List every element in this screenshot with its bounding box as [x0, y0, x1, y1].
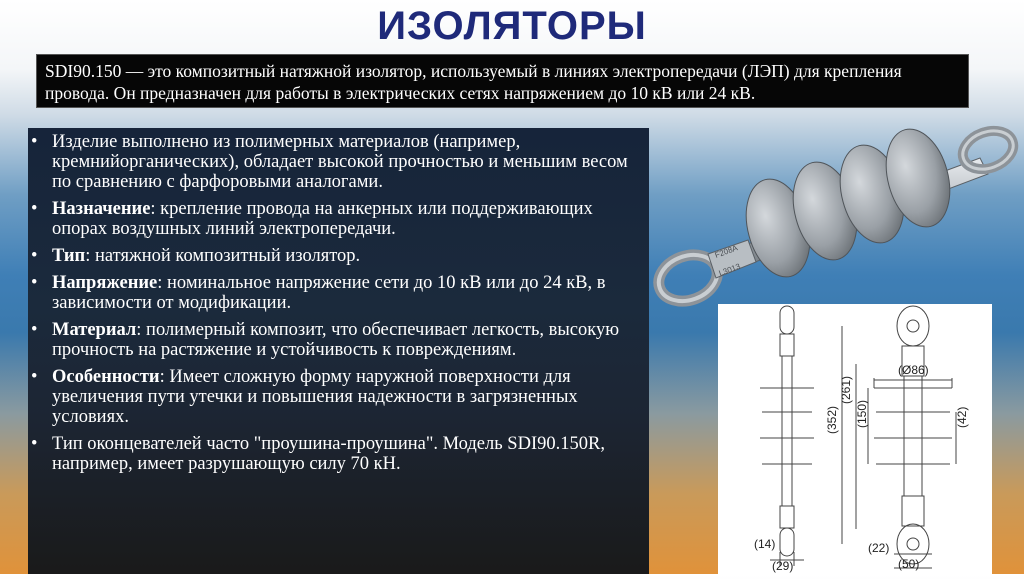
- dim-150: (150): [855, 399, 869, 428]
- dim-22: (22): [868, 541, 890, 555]
- intro-box: SDI90.150 — это композитный натяжной изолятор, используемый в линиях электропередачи (ЛЭП) для крепления провода. Он предназначен для работы в электрических сетях напряжением до 10 кВ или 24 кВ.: [36, 54, 969, 108]
- dim-14: (14): [754, 537, 776, 551]
- bullet-item-composition: • Изделие выполнено из полимерных материалов (например, кремнийорганических), обладает высокой прочностью и меньшим весом по сравнению с фарфоровыми аналогами.: [31, 132, 628, 192]
- bullet-item-features: • Особенности: Имеет сложную форму наружной поверхности для увеличения пути утечки и повышения надежности в загрязненных условиях.: [31, 367, 578, 427]
- dim-42: (42): [955, 406, 969, 428]
- bullet-item-type: • Тип: натяжной композитный изолятор.: [31, 246, 361, 266]
- bullet-item-purpose: • Назначение: крепление провода на анкерных или поддерживающих опорах воздушных линий электропередачи.: [31, 199, 593, 239]
- drawing-front-view: [842, 306, 956, 568]
- technical-drawing: [718, 304, 992, 574]
- dim-total-length: (352): [825, 405, 839, 434]
- bullet-item-material: • Материал: полимерный композит, что обеспечивает легкость, высокую прочность на растяжение и устойчивость к повреждениям.: [31, 320, 620, 360]
- dim-29: (29): [772, 559, 794, 573]
- bullet-item-voltage: • Напряжение: номинальное напряжение сети до 10 кВ или до 24 кВ, в зависимости от модификации.: [31, 273, 606, 313]
- drawing-side-view: [760, 306, 814, 566]
- bullet-list: [28, 128, 649, 474]
- photo-marking-2: L3013: [717, 261, 742, 278]
- slide-title: ИЗОЛЯТОРЫ: [377, 4, 647, 48]
- bullet-item-end-fittings: • Тип оконцевателей часто "проушина-проушина". Модель SDI90.150R, например, имеет разрушающую силу 70 кН.: [31, 434, 605, 474]
- bullet-panel: [28, 128, 649, 574]
- dim-50: (50): [898, 557, 920, 571]
- dim-diameter: (Ø86): [898, 363, 929, 377]
- dim-261: (261): [839, 375, 853, 404]
- photo-marking-1: F208A: [713, 243, 739, 260]
- insulator-photo: [650, 108, 1024, 308]
- insulator-sheds: [736, 122, 960, 284]
- insulator-eye-right: [957, 124, 1018, 176]
